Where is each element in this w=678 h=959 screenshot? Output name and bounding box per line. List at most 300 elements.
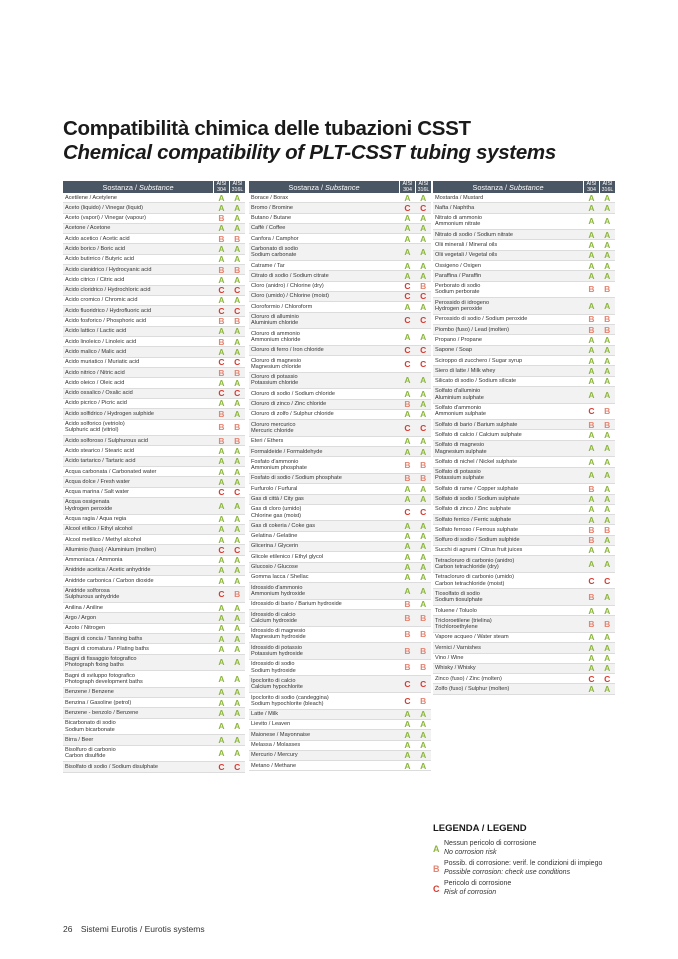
rating-aisi316: C [230, 762, 246, 772]
table-row [249, 626, 431, 643]
rating-aisi316: A [230, 467, 246, 477]
table-row [433, 420, 615, 430]
table-row [433, 674, 615, 684]
table-row [433, 494, 615, 504]
rating-aisi304: A [214, 735, 230, 745]
substance-name: Solfuro di sodio / Sodium sulphide [433, 535, 584, 545]
rating-aisi316: A [230, 654, 246, 671]
rating-aisi304: B [400, 473, 416, 483]
rating-aisi316: A [600, 589, 616, 606]
rating-aisi316: B [230, 436, 246, 446]
rating-aisi316: A [600, 663, 616, 673]
rating-aisi316: A [230, 708, 246, 718]
substance-name: Azoto / Nitrogen [63, 623, 214, 633]
rating-aisi304: A [400, 562, 416, 572]
rating-aisi304: A [400, 552, 416, 562]
rating-aisi316: A [230, 565, 246, 575]
substance-name: Acido malico / Malic acid [63, 347, 214, 357]
substance-name: Cloruro di ammonio Ammonium chloride [249, 329, 400, 346]
substance-name: Acido cromico / Chromic acid [63, 295, 214, 305]
rating-aisi304: A [584, 457, 600, 467]
substance-name: Bagni di sviluppo fotografico Photograph development baths [63, 671, 214, 688]
substance-name: Vernici / Varnishes [433, 643, 584, 653]
rating-aisi304: A [400, 329, 416, 346]
rating-aisi304: C [214, 388, 230, 398]
table-row [63, 446, 245, 456]
rating-aisi304: B [214, 436, 230, 446]
rating-aisi304: A [400, 761, 416, 771]
substance-name: Acido ossalico / Oxalic acid [63, 388, 214, 398]
table-row [433, 314, 615, 324]
table-row [249, 271, 431, 281]
rating-aisi316: A [230, 275, 246, 285]
substance-name: Acetone / Acetone [63, 223, 214, 233]
substance-name: Glicole etilenico / Ethyl glycol [249, 552, 400, 562]
rating-aisi304: C [400, 312, 416, 329]
table-row [249, 281, 431, 291]
rating-aisi304: A [400, 447, 416, 457]
substance-name: Butano / Butane [249, 213, 400, 223]
table-row [249, 730, 431, 740]
rating-aisi304: A [214, 398, 230, 408]
rating-aisi304: A [400, 302, 416, 312]
table-row [63, 409, 245, 419]
substance-name: Sapone / Soap [433, 345, 584, 355]
rating-aisi316: A [230, 603, 246, 613]
table-row [249, 399, 431, 409]
rating-aisi316: A [230, 671, 246, 688]
rating-aisi316: A [230, 613, 246, 623]
table-row [433, 535, 615, 545]
header-substance: Sostanza / Substance [249, 181, 400, 193]
rating-aisi316: A [416, 740, 432, 750]
substance-name: Idrossido di sodio Sodium hydroxide [249, 659, 400, 676]
table-row [433, 525, 615, 535]
table-row [433, 335, 615, 345]
rating-aisi316: A [230, 745, 246, 762]
rating-aisi304: C [400, 345, 416, 355]
rating-aisi304: B [214, 337, 230, 347]
rating-aisi304: A [584, 213, 600, 230]
table-row [63, 193, 245, 203]
rating-aisi316: A [230, 718, 246, 735]
header-aisi316: AISI 316L [600, 181, 616, 193]
rating-aisi316: A [600, 271, 616, 281]
substance-name: Lievito / Leaven [249, 719, 400, 729]
substance-name: Melassa / Molasses [249, 740, 400, 750]
substance-name: Latte / Milk [249, 709, 400, 719]
rating-aisi316: A [230, 535, 246, 545]
table-row [63, 654, 245, 671]
rating-aisi316: A [600, 356, 616, 366]
rating-aisi316: B [230, 368, 246, 378]
substance-name: Acido picrico / Picric acid [63, 398, 214, 408]
rating-aisi304: C [214, 357, 230, 367]
rating-aisi316: B [600, 281, 616, 298]
substance-name: Solfato di bario / Barium sulphate [433, 420, 584, 430]
rating-aisi304: A [584, 335, 600, 345]
rating-aisi304: A [214, 477, 230, 487]
rating-aisi316: A [416, 244, 432, 261]
substance-name: Tetracloruro di carbonio (umido) Carbon tetrachloride (moist) [433, 572, 584, 589]
table-row [63, 203, 245, 213]
legend-letter: A [433, 844, 440, 854]
rating-aisi304: A [214, 378, 230, 388]
rating-aisi304: A [584, 556, 600, 573]
table-row [433, 271, 615, 281]
substance-name: Mercurio / Mercury [249, 750, 400, 760]
legend-item-c [433, 879, 633, 897]
substance-name: Solfato ferroso / Ferrous sulphate [433, 525, 584, 535]
table-row [433, 261, 615, 271]
table-row [249, 213, 431, 223]
substance-name: Fosfato di sodio / Sodium phosphate [249, 473, 400, 483]
table-row [63, 275, 245, 285]
substance-name: Propano / Propane [433, 335, 584, 345]
table-row [63, 671, 245, 688]
table-row [249, 521, 431, 531]
table-row [433, 240, 615, 250]
rating-aisi316: A [600, 545, 616, 555]
table-row [433, 643, 615, 653]
table-row [249, 719, 431, 729]
rating-aisi304: A [584, 386, 600, 403]
rating-aisi316: A [416, 261, 432, 271]
compatibility-table [249, 181, 431, 771]
substance-name: Sciroppo di zucchero / Sugar syrup [433, 356, 584, 366]
substance-name: Solfato d'alluminio Aluminium sulphate [433, 386, 584, 403]
rating-aisi304: A [214, 613, 230, 623]
rating-aisi304: B [400, 610, 416, 627]
table-row [249, 562, 431, 572]
rating-aisi304: A [214, 718, 230, 735]
substance-name: Mostarda / Mustard [433, 193, 584, 203]
substance-name: Solfato ferrico / Ferric sulphate [433, 515, 584, 525]
rating-aisi316: A [416, 213, 432, 223]
substance-name: Acido solforoso / Sulphurous acid [63, 436, 214, 446]
rating-aisi304: A [214, 687, 230, 697]
rating-aisi304: A [214, 514, 230, 524]
substance-name: Piombo (fuso) / Lead (molten) [433, 325, 584, 335]
substance-name: Furfurolo / Furfural [249, 484, 400, 494]
rating-aisi304: A [584, 230, 600, 240]
substance-name: Acido solfidrico / Hydrogen sulphide [63, 409, 214, 419]
legend-letter: C [433, 884, 440, 894]
rating-aisi316: A [416, 302, 432, 312]
substance-name: Cloruro di ferro / Iron chloride [249, 345, 400, 355]
substance-name: Acqua marina / Salt water [63, 487, 214, 497]
rating-aisi304: C [214, 487, 230, 497]
substance-name: Cloruro di magnesio Magnesium chloride [249, 356, 400, 373]
table-row [433, 457, 615, 467]
rating-aisi304: A [214, 634, 230, 644]
rating-aisi316: A [600, 366, 616, 376]
rating-aisi316: A [416, 599, 432, 609]
rating-aisi316: A [230, 687, 246, 697]
substance-name: Acido nitrico / Nitric acid [63, 368, 214, 378]
legend [433, 823, 633, 899]
table-row [433, 376, 615, 386]
substance-name: Acido butirrico / Butyric acid [63, 254, 214, 264]
table-row [63, 388, 245, 398]
rating-aisi316: C [230, 285, 246, 295]
substance-name: Caffè / Coffee [249, 223, 400, 233]
table-row [63, 337, 245, 347]
table-row [63, 698, 245, 708]
substance-name: Perborato di sodio Sodium perborate [433, 281, 584, 298]
substance-name: Glucosio / Glucose [249, 562, 400, 572]
rating-aisi304: C [400, 281, 416, 291]
rating-aisi316: A [416, 583, 432, 600]
substance-name: Ipoclorito di calcio Calcium hypochlorite [249, 676, 400, 693]
rating-aisi304: A [214, 203, 230, 213]
substance-name: Acido borico / Boric acid [63, 244, 214, 254]
table-row [249, 572, 431, 582]
substance-name: Tiosolfato di sodio Sodium tiosulphate [433, 589, 584, 606]
table-row [249, 447, 431, 457]
table-row [249, 473, 431, 483]
legend-letter: B [433, 864, 440, 874]
rating-aisi304: B [214, 419, 230, 436]
table-row [63, 623, 245, 633]
rating-aisi316: A [600, 515, 616, 525]
rating-aisi316: A [416, 494, 432, 504]
table-row [249, 740, 431, 750]
substance-name: Idrossido di potassio Potassium hydroxide [249, 643, 400, 660]
rating-aisi316: C [416, 345, 432, 355]
substance-name: Acido fluoridrico / Hydrofluoric acid [63, 306, 214, 316]
rating-aisi316: A [416, 709, 432, 719]
substance-name: Cloruro mercurico Mercuric chloride [249, 420, 400, 437]
rating-aisi304: A [584, 376, 600, 386]
table-row [249, 436, 431, 446]
substance-name: Idrossido di bario / Barium hydroxide [249, 599, 400, 609]
rating-aisi304: A [400, 709, 416, 719]
rating-aisi304: A [214, 644, 230, 654]
rating-aisi316: C [230, 357, 246, 367]
rating-aisi304: A [584, 643, 600, 653]
rating-aisi316: A [230, 555, 246, 565]
page-title [63, 117, 556, 165]
substance-name: Paraffina / Paraffin [433, 271, 584, 281]
substance-name: Catrame / Tar [249, 261, 400, 271]
header-aisi304: AISI 304 [214, 181, 230, 193]
table-row [249, 345, 431, 355]
table-row [433, 230, 615, 240]
substance-name: Gas di cloro (umido) Chlorine gas (moist) [249, 504, 400, 521]
rating-aisi304: A [584, 430, 600, 440]
substance-name: Idrossido d'ammonio Ammonium hydroxide [249, 583, 400, 600]
rating-aisi304: C [214, 762, 230, 772]
rating-aisi304: A [400, 234, 416, 244]
rating-aisi316: A [230, 254, 246, 264]
legend-text: Possib. di corrosione: verif. le condizioni di impiego Possible corrosion: check use conditions [444, 860, 603, 876]
rating-aisi304: A [214, 623, 230, 633]
table-row [63, 497, 245, 514]
table-column-1 [63, 181, 245, 773]
rating-aisi304: C [214, 285, 230, 295]
rating-aisi316: A [600, 230, 616, 240]
rating-aisi304: A [400, 541, 416, 551]
rating-aisi316: A [416, 223, 432, 233]
rating-aisi316: B [416, 281, 432, 291]
substance-name: Anidride solforosa Sulphurous anhydride [63, 586, 214, 603]
substance-name: Acido fosforico / Phosphoric acid [63, 316, 214, 326]
substance-name: Solfato di nichel / Nickel sulphate [433, 457, 584, 467]
substance-name: Solfato di potassio Potassium sulphate [433, 467, 584, 484]
rating-aisi304: A [400, 572, 416, 582]
table-row [249, 552, 431, 562]
rating-aisi316: A [230, 477, 246, 487]
table-row [63, 467, 245, 477]
rating-aisi304: B [214, 234, 230, 244]
rating-aisi316: B [416, 659, 432, 676]
page-number: 26 [63, 924, 73, 934]
substance-name: Eteri / Ethers [249, 436, 400, 446]
footer [63, 924, 205, 934]
substance-name: Ammoniaca / Ammonia [63, 555, 214, 565]
substance-name: Idrossido di magnesio Magnesium hydroxide [249, 626, 400, 643]
table-row [249, 676, 431, 693]
rating-aisi316: B [416, 643, 432, 660]
table-row [63, 487, 245, 497]
rating-aisi316: A [230, 398, 246, 408]
table-row [249, 244, 431, 261]
compatibility-table [433, 181, 615, 695]
table-row [433, 403, 615, 420]
table-row [249, 643, 431, 660]
substance-name: Benzene - benzolo / Benzene [63, 708, 214, 718]
rating-aisi316: B [416, 610, 432, 627]
table-row [249, 504, 431, 521]
rating-aisi304: A [584, 663, 600, 673]
rating-aisi316: B [230, 586, 246, 603]
table-row [249, 409, 431, 419]
header-aisi304: AISI 304 [400, 181, 416, 193]
rating-aisi304: A [214, 555, 230, 565]
substance-name: Alcool etilico / Ethyl alcohol [63, 524, 214, 534]
rating-aisi304: C [400, 291, 416, 301]
rating-aisi316: C [416, 203, 432, 213]
rating-aisi316: A [230, 244, 246, 254]
rating-aisi316: A [600, 430, 616, 440]
rating-aisi304: A [584, 606, 600, 616]
table-row [249, 457, 431, 474]
rating-aisi316: A [230, 698, 246, 708]
table-row [63, 419, 245, 436]
rating-aisi316: A [600, 632, 616, 642]
substance-name: Acido acetico / Acetic acid [63, 234, 214, 244]
substance-name: Gomma lacca / Shellac [249, 572, 400, 582]
rating-aisi304: A [214, 708, 230, 718]
rating-aisi304: A [584, 271, 600, 281]
rating-aisi304: A [214, 295, 230, 305]
title-english: Chemical compatibility of PLT-CSST tubing systems [63, 141, 556, 164]
rating-aisi304: A [584, 261, 600, 271]
table-row [249, 541, 431, 551]
rating-aisi316: A [416, 719, 432, 729]
rating-aisi316: A [416, 750, 432, 760]
table-row [433, 653, 615, 663]
substance-name: Acqua ossigenata Hydrogen peroxide [63, 497, 214, 514]
rating-aisi304: A [214, 244, 230, 254]
rating-aisi304: C [400, 504, 416, 521]
rating-aisi304: A [400, 271, 416, 281]
rating-aisi304: A [214, 535, 230, 545]
legend-text: Nessun pericolo di corrosione No corrosion risk [444, 840, 537, 856]
rating-aisi304: A [584, 545, 600, 555]
rating-aisi316: A [600, 193, 616, 203]
rating-aisi316: A [416, 271, 432, 281]
table-row [433, 386, 615, 403]
rating-aisi316: B [230, 316, 246, 326]
substance-name: Carbonato di sodio Sodium carbonate [249, 244, 400, 261]
table-row [63, 644, 245, 654]
table-row [433, 281, 615, 298]
substance-name: Benzene / Benzene [63, 687, 214, 697]
substance-name: Acido cloridrico / Hydrochloric acid [63, 285, 214, 295]
rating-aisi316: C [230, 388, 246, 398]
table-row [63, 603, 245, 613]
table-row [63, 456, 245, 466]
rating-aisi304: A [400, 223, 416, 233]
rating-aisi316: A [230, 514, 246, 524]
table-row [433, 663, 615, 673]
rating-aisi316: A [600, 261, 616, 271]
rating-aisi304: B [584, 525, 600, 535]
rating-aisi304: B [214, 409, 230, 419]
rating-aisi316: A [600, 457, 616, 467]
substance-name: Succhi di agrumi / Citrus fruit juices [433, 545, 584, 555]
substance-name: Anidride acetica / Acetic anhydride [63, 565, 214, 575]
rating-aisi316: B [600, 525, 616, 535]
rating-aisi304: A [214, 745, 230, 762]
rating-aisi316: A [230, 203, 246, 213]
substance-name: Bagni di fissaggio fotografico Photograph fixing baths [63, 654, 214, 671]
table-row [63, 545, 245, 555]
substance-name: Benzina / Gasoline (petrol) [63, 698, 214, 708]
rating-aisi316: B [416, 473, 432, 483]
header-substance: Sostanza / Substance [63, 181, 214, 193]
rating-aisi316: A [230, 326, 246, 336]
rating-aisi316: A [230, 337, 246, 347]
rating-aisi304: C [400, 356, 416, 373]
rating-aisi304: C [584, 403, 600, 420]
substance-name: Acqua dolce / Fresh water [63, 477, 214, 487]
table-row [249, 494, 431, 504]
rating-aisi304: B [584, 314, 600, 324]
rating-aisi316: A [416, 521, 432, 531]
substance-name: Cloro (anidro) / Chlorine (dry) [249, 281, 400, 291]
table-row [249, 261, 431, 271]
rating-aisi316: A [600, 484, 616, 494]
rating-aisi304: A [584, 440, 600, 457]
rating-aisi316: A [230, 409, 246, 419]
substance-name: Ipoclorito di sodio (candeggina) Sodium hypochlorite (bleach) [249, 693, 400, 710]
substance-name: Tricloroetilene (trielina) Trichloroethylene [433, 616, 584, 633]
substance-name: Acido linoleico / Linoleic acid [63, 337, 214, 347]
substance-name: Solfato di magnesio Magnesium sulphate [433, 440, 584, 457]
table-row [63, 223, 245, 233]
table-row [63, 265, 245, 275]
rating-aisi304: A [214, 524, 230, 534]
table-row [249, 203, 431, 213]
rating-aisi304: A [584, 250, 600, 260]
rating-aisi304: A [584, 356, 600, 366]
rating-aisi316: B [600, 420, 616, 430]
substance-name: Citrato di sodio / Sodium citrate [249, 271, 400, 281]
rating-aisi316: A [416, 372, 432, 389]
